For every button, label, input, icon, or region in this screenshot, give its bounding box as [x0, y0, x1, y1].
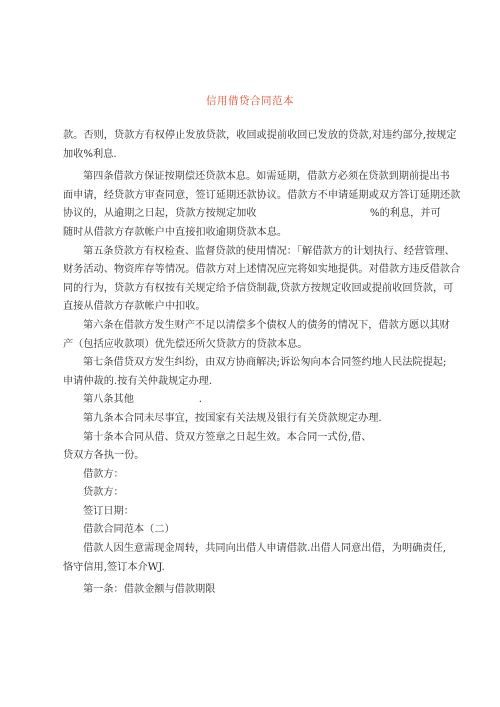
text-line: 贷款方： — [83, 487, 124, 499]
text-line: 第七条借贷双方发生纠纷，由双方协商解决;诉讼匆向本合同签约地人民法院提起; — [83, 357, 447, 369]
text-line: 随时从借款方存款帐户中直接扣收逾期贷款本息。 — [63, 226, 288, 238]
text-line: 贷双方各执一份。 — [63, 450, 145, 462]
article-1-heading — [63, 581, 437, 600]
text-line: 借款合同范本（二） — [83, 524, 175, 536]
article-7 — [63, 354, 447, 391]
sign-date-line — [63, 503, 437, 522]
article-6 — [63, 317, 450, 354]
text-line: 加收%利息. — [63, 148, 117, 160]
borrower-signature-line — [63, 466, 437, 485]
text-line: 款。否则，贷款方有权停止发放贷款，收回或提前收回已发放的贷款,对违约部分,按规定 — [63, 130, 457, 141]
text-line: 同的行为，贷款方有权按有关规定给予信贷制裁,贷款方按规定收回或提前收回贷款，可 — [63, 282, 454, 294]
text-line: 协议的，从逾期之日起，贷款方按规定加收 %的利息，并可 — [63, 208, 441, 220]
document-title: 信用借贷合同范本 — [206, 95, 294, 107]
text-line: 申请仲裁的.按有关仲裁规定办理. — [63, 375, 213, 387]
paragraph-continuation — [63, 127, 457, 164]
article-10 — [63, 429, 437, 466]
text-line: 第五条贷款方有权检查、监督贷款的使用情况：「解借款方的计划执行、经营管理、 — [83, 245, 455, 257]
text-line: 签订日期： — [83, 505, 134, 517]
text-line: 第十条本合同从借、贷双方签章之日起生效。本合同一式份,借、 — [83, 431, 372, 443]
text-line: 第四条借款方保证按期偿还贷款本息。如需延期，借款方必须在贷款到期前提出书 — [83, 171, 450, 183]
text-line: 第六条在借款方发生财产不足以清偿多个债权人的债务的情况下，借款方愿以其财 — [83, 319, 450, 331]
document-body — [63, 127, 461, 600]
text-line: 借款人因生意需现金周转，共同向出借人申请借款.出借人同意出借，为明确责任, — [83, 543, 447, 555]
text-line: 面申请，经贷款方审查同意，签订延期还款协议。借款方不申请延期或双方答订延期还款 — [63, 189, 461, 201]
article-4 — [63, 168, 461, 242]
text-line: 借款方： — [83, 468, 124, 480]
text-line: 直接从借款方存款帐户中扣收。 — [63, 301, 206, 313]
article-5 — [63, 243, 461, 317]
text-line: 财务活动、物资库存等情况。借款方对上述情况应完将如实地提供。对借款方违反借款合 — [63, 264, 461, 276]
section-heading-2 — [63, 521, 437, 540]
text-line: 恪守信用,签订本介WJ. — [63, 561, 165, 573]
text-line: 第一条：借款金额与借款期限 — [83, 584, 216, 596]
intro-paragraph — [63, 540, 447, 577]
article-9 — [63, 410, 437, 429]
text-line: 第八条其他 . — [83, 394, 202, 406]
text-line: 产（包括应收款项）优先偿还所欠贷款方的贷款本息。 — [63, 338, 308, 350]
article-8 — [63, 391, 437, 410]
lender-signature-line — [63, 484, 437, 503]
text-line: 第九条本合同未尽事宜，按国家有关法规及银行有关贷款规定办理. — [83, 412, 382, 424]
